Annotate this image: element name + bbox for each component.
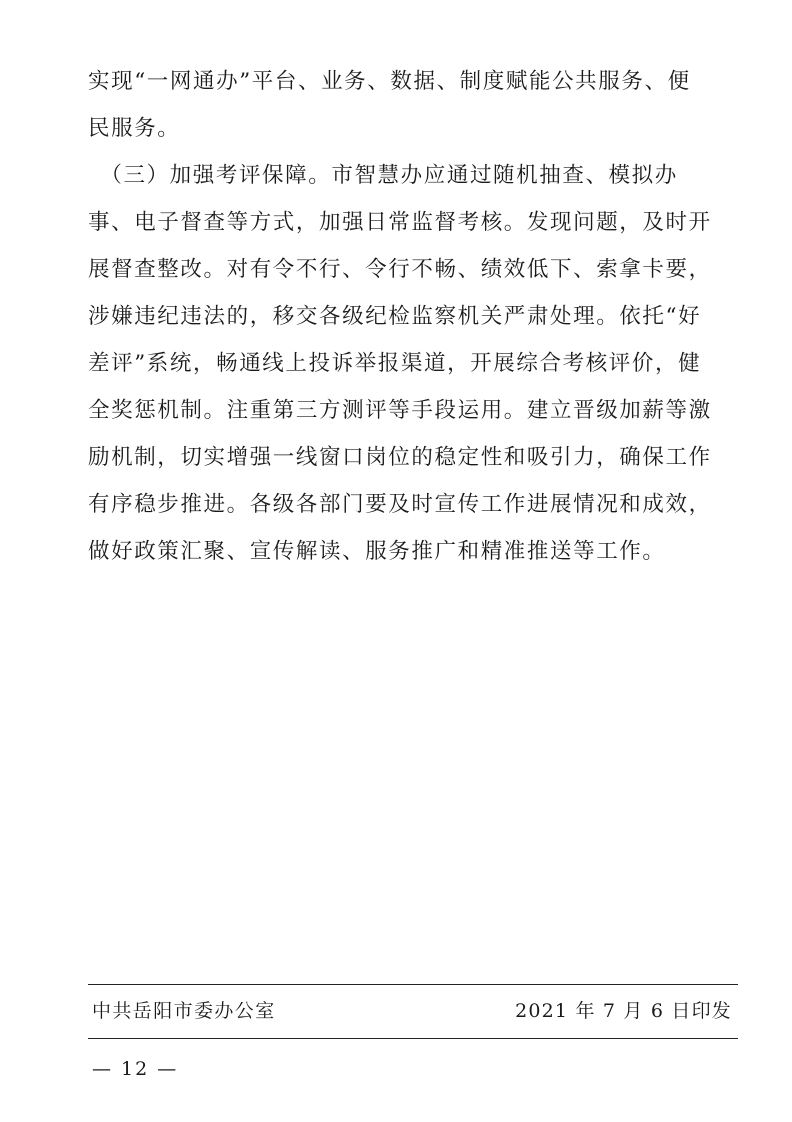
body-line: 民服务。: [88, 116, 181, 141]
body-line: 励机制，切实增强一线窗口岗位的稳定性和吸引力，确保工作: [88, 445, 712, 470]
body-line: 涉嫌违纪违法的，移交各级纪检监察机关严肃处理。依托“好: [88, 304, 702, 329]
issue-date: 2021 年 7 月 6 日印发: [515, 1000, 732, 1022]
body-line: 展督查整改。对有令不行、令行不畅、绩效低下、索拿卡要，: [88, 257, 712, 282]
body-line: 有序稳步推进。各级各部门要及时宣传工作进展情况和成效，: [88, 492, 712, 517]
body-line: 差评”系统，畅通线上投诉举报渠道，开展综合考核评价，健: [88, 351, 702, 376]
footer-bottom-rule: [88, 1038, 738, 1039]
body-line: 事、电子督查等方式，加强日常监督考核。发现问题，及时开: [88, 210, 712, 235]
issuer-name: 中共岳阳市委办公室: [92, 1000, 276, 1022]
body-line: 全奖惩机制。注重第三方测评等手段运用。建立晋级加薪等激: [88, 398, 712, 423]
page-number: — 12 —: [92, 1058, 179, 1080]
body-line: 做好政策汇聚、宣传解读、服务推广和精准推送等工作。: [88, 539, 666, 564]
body-line: 实现“一网通办”平台、业务、数据、制度赋能公共服务、便: [88, 69, 691, 94]
footer-top-rule: [88, 984, 738, 985]
document-body: [88, 58, 738, 575]
section-heading-line: （三）加强考评保障。市智慧办应通过随机抽查、模拟办: [88, 163, 678, 188]
